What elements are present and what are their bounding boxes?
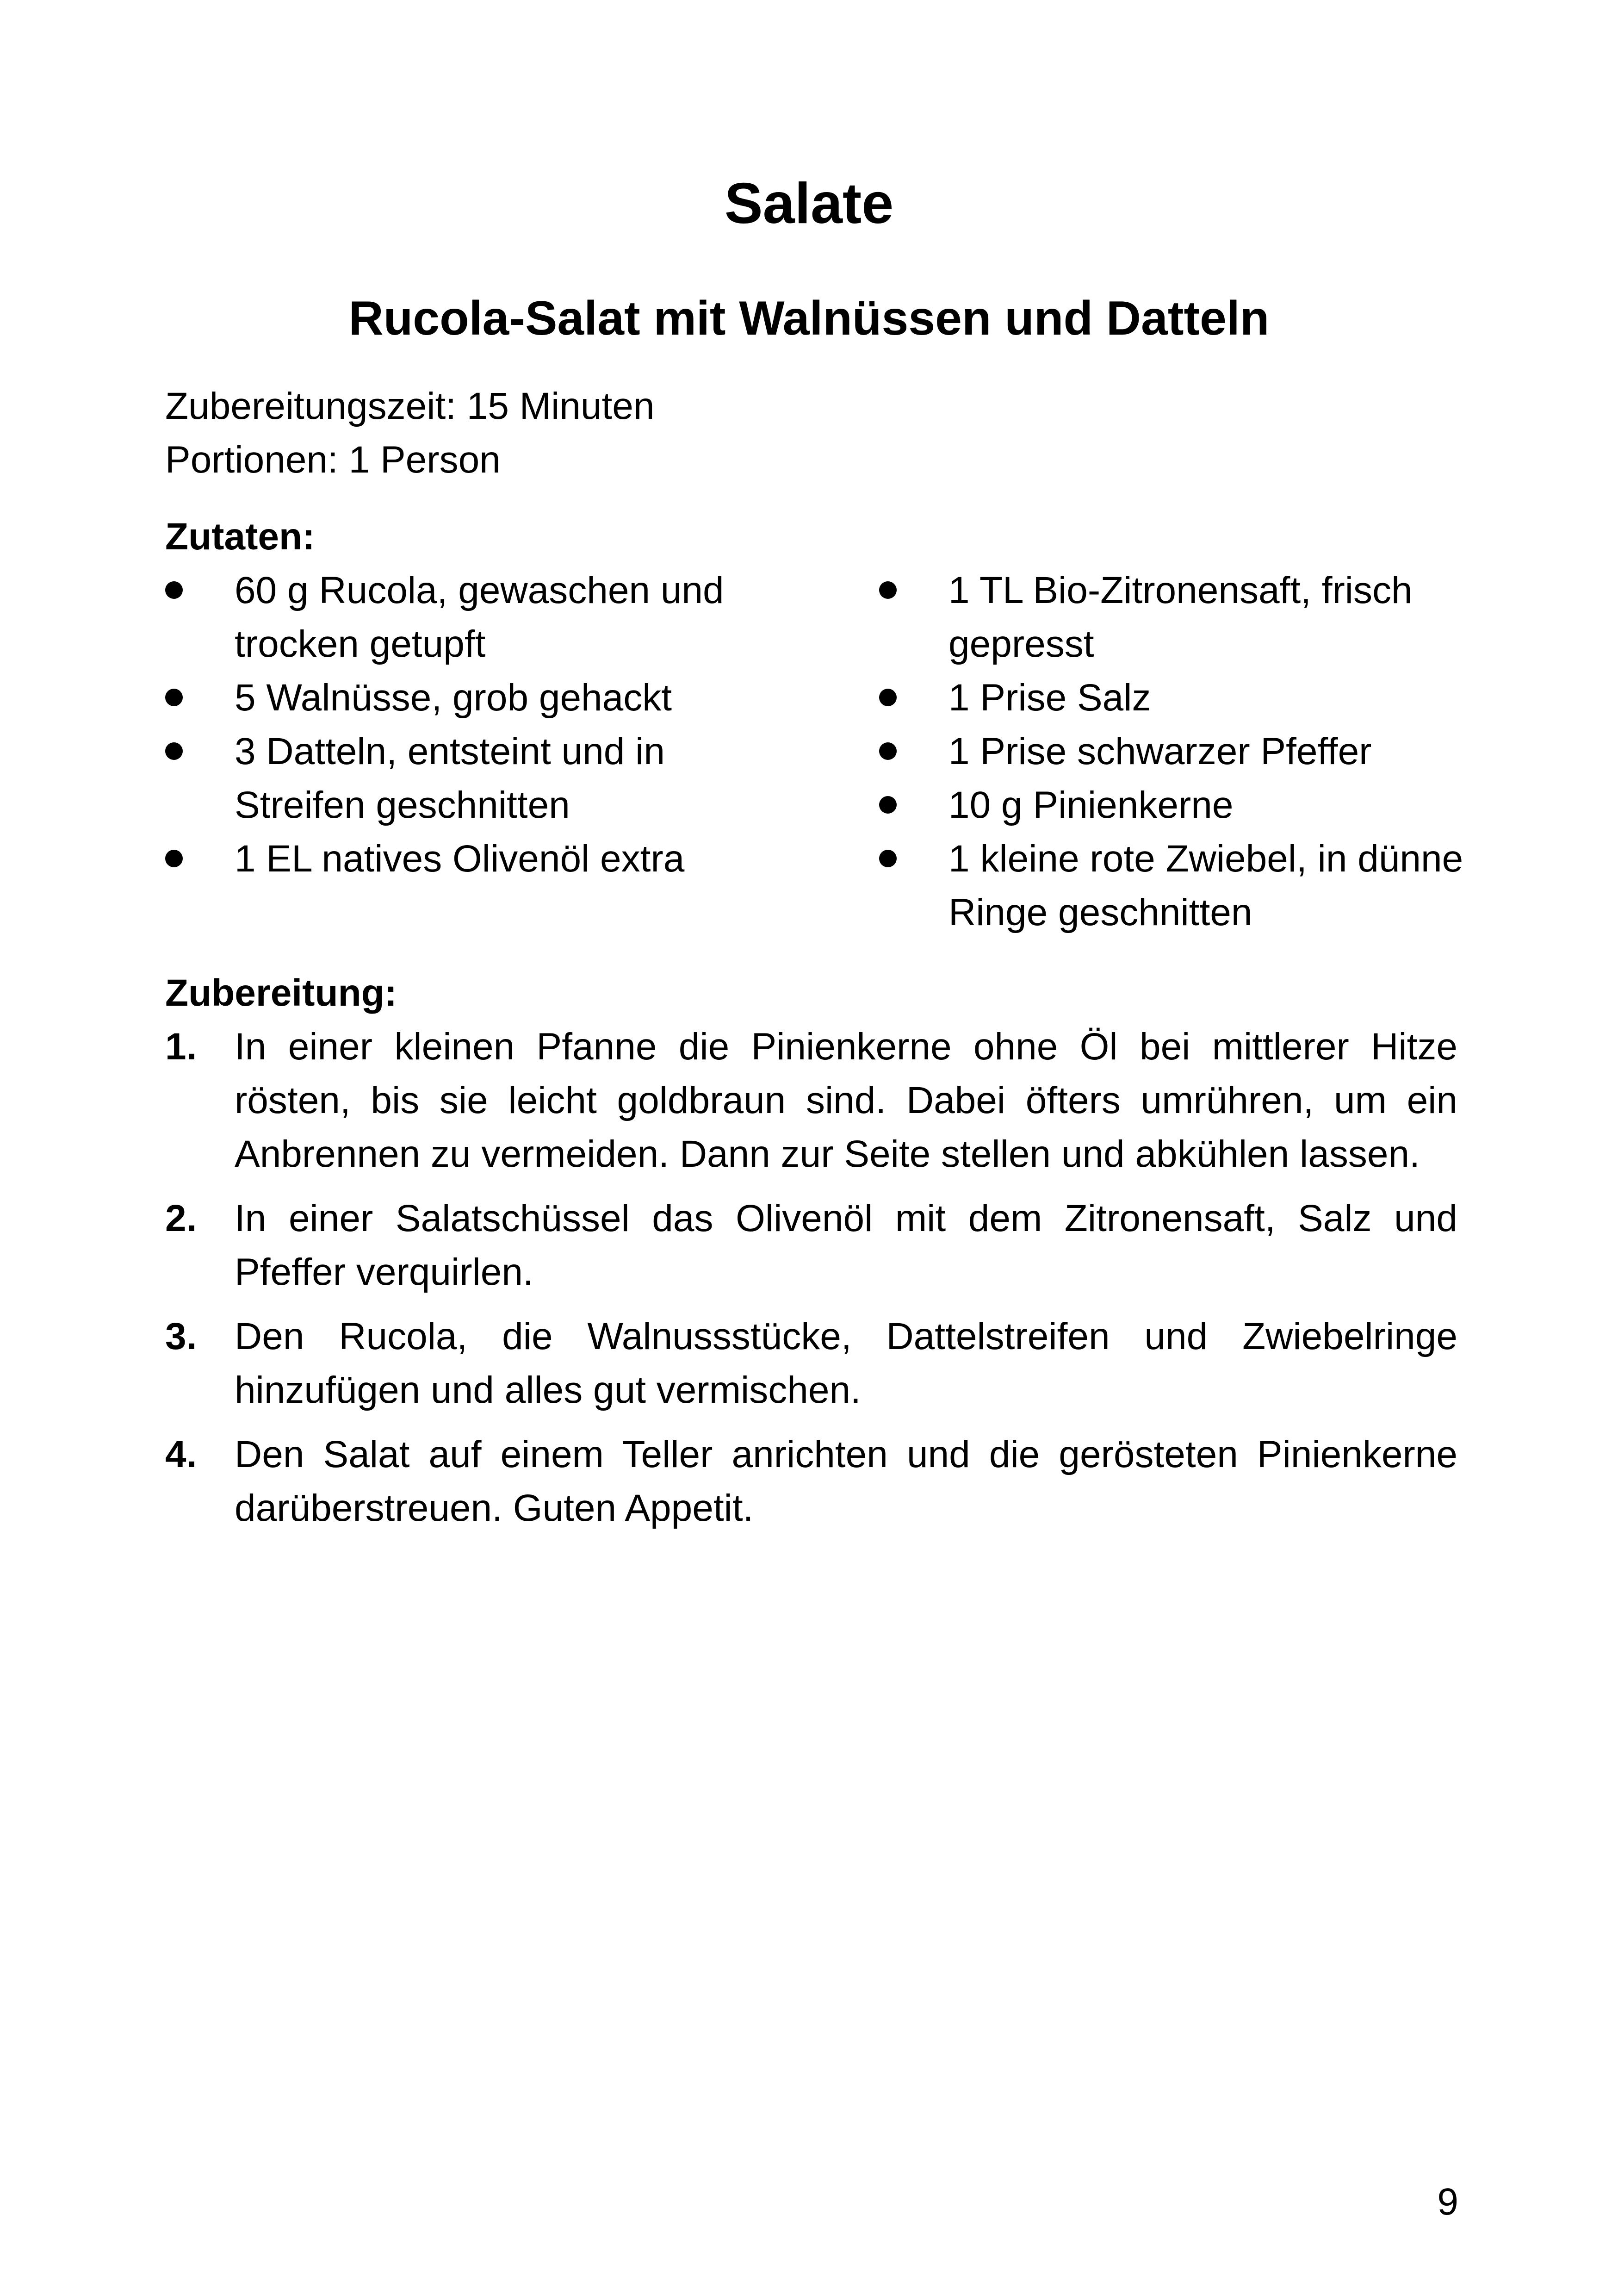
ingredients-list-left xyxy=(165,564,794,886)
preparation-steps xyxy=(165,1020,1457,1546)
step-text: Den Salat auf einem Teller anrichten und die gerösteten Pinienkerne darüberstreuen. Guten Appetit. xyxy=(235,1433,1457,1529)
step-number: 3. xyxy=(165,1315,197,1357)
ingredient-item: 60 g Rucola, gewaschen und trocken getupft xyxy=(165,564,794,671)
bullet-icon xyxy=(165,581,183,599)
ingredient-item: 1 Prise schwarzer Pfeffer xyxy=(879,725,1490,778)
bullet-icon xyxy=(165,689,183,706)
recipe-title: Rucola-Salat mit Walnüssen und Datteln xyxy=(348,292,1270,345)
ingredients-list-right xyxy=(879,564,1490,940)
bullet-icon xyxy=(879,689,897,706)
ingredient-item: 3 Datteln, entsteint und in Streifen geschnitten xyxy=(165,725,794,832)
ingredient-item: 1 kleine rote Zwiebel, in dünne Ringe geschnitten xyxy=(879,832,1490,940)
step-text: In einer Salatschüssel das Olivenöl mit dem Zitronensaft, Salz und Pfeffer verquirlen. xyxy=(235,1197,1457,1293)
prep-time: Zubereitungszeit: 15 Minuten xyxy=(165,385,655,427)
ingredient-item: 5 Walnüsse, grob gehackt xyxy=(165,671,794,725)
step-item xyxy=(165,1310,1457,1417)
step-item xyxy=(165,1020,1457,1181)
bullet-icon xyxy=(879,742,897,760)
section-title: Salate xyxy=(724,172,894,236)
step-text: Den Rucola, die Walnussstücke, Dattelstreifen und Zwiebelringe hinzufügen und alles gut vermischen. xyxy=(235,1315,1457,1411)
step-number: 4. xyxy=(165,1433,197,1475)
step-item xyxy=(165,1428,1457,1535)
bullet-icon xyxy=(165,742,183,760)
recipe-meta xyxy=(165,380,655,487)
bullet-icon xyxy=(879,581,897,599)
step-text: In einer kleinen Pfanne die Pinienkerne ohne Öl bei mittlerer Hitze rösten, bis sie leicht goldbraun sind. Dabei öfters umrühren, um ein Anbrennen zu vermeiden. Dann zur Seite stellen und abkühlen lassen. xyxy=(235,1026,1457,1175)
step-item xyxy=(165,1192,1457,1299)
ingredient-item: 1 EL natives Olivenöl extra xyxy=(165,832,794,886)
bullet-icon xyxy=(879,850,897,867)
page-number: 9 xyxy=(1437,2181,1458,2223)
ingredient-item: 10 g Pinienkerne xyxy=(879,778,1490,832)
bullet-icon xyxy=(879,796,897,814)
bullet-icon xyxy=(165,850,183,867)
preparation-heading: Zubereitung: xyxy=(165,972,397,1014)
step-number: 2. xyxy=(165,1197,197,1239)
servings: Portionen: 1 Person xyxy=(165,439,501,481)
ingredients-heading: Zutaten: xyxy=(165,516,315,558)
ingredient-item: 1 TL Bio-Zitronensaft, frisch gepresst xyxy=(879,564,1490,671)
step-number: 1. xyxy=(165,1026,197,1068)
ingredient-item: 1 Prise Salz xyxy=(879,671,1490,725)
